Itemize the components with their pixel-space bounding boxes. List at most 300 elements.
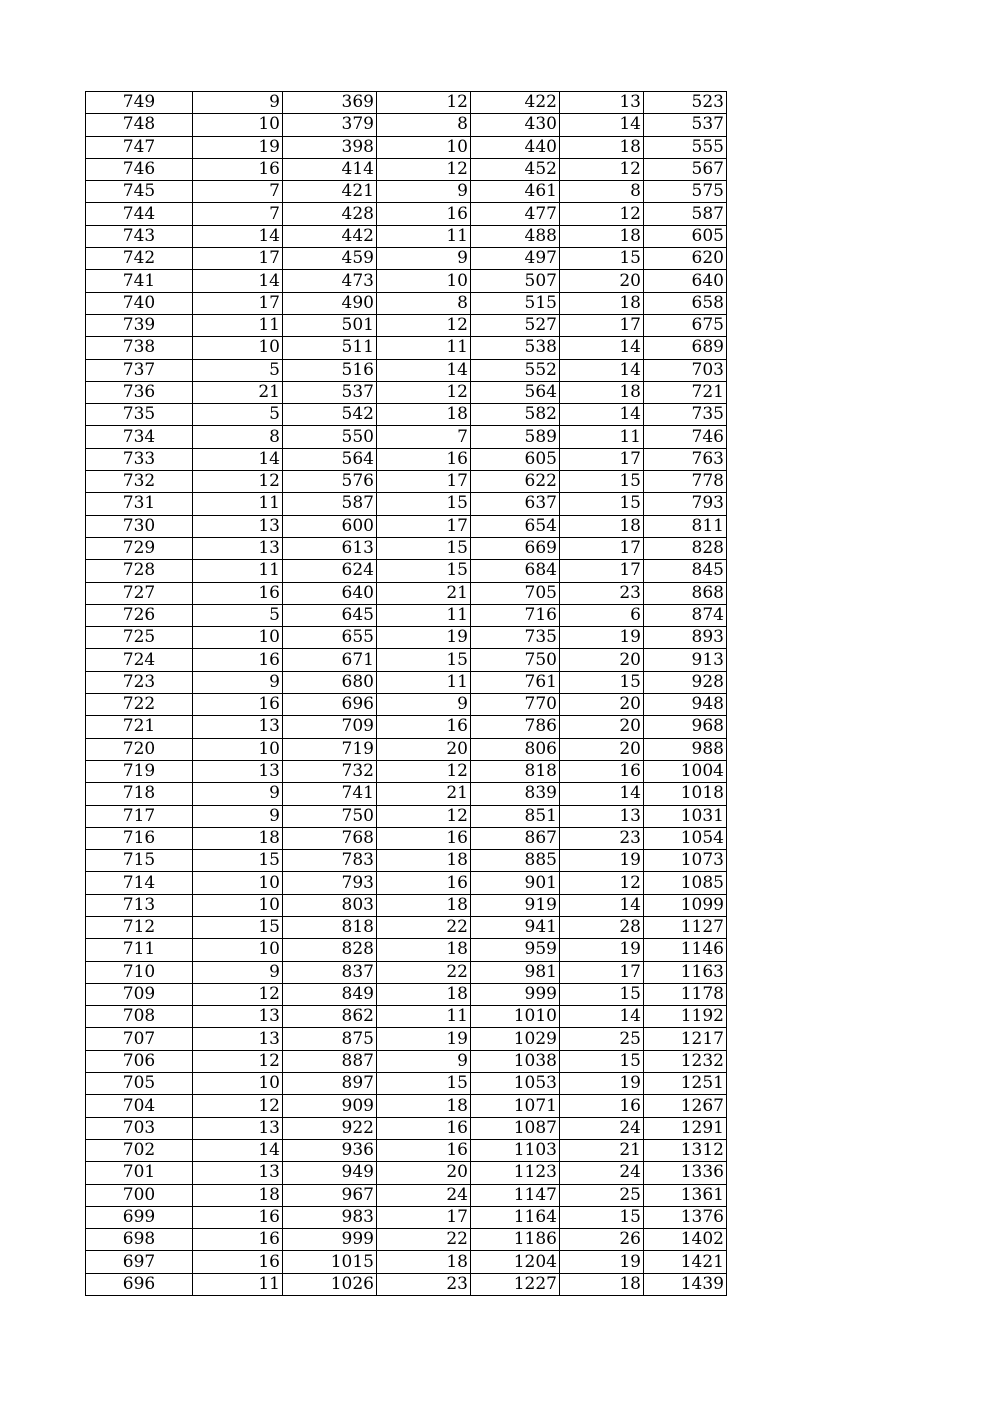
table-cell: 11 — [193, 1273, 283, 1295]
table-cell: 750 — [471, 649, 560, 671]
table-cell: 12 — [193, 983, 283, 1005]
table-cell: 740 — [86, 292, 193, 314]
table-cell: 15 — [560, 471, 644, 493]
table-cell: 515 — [471, 292, 560, 314]
table-cell: 18 — [560, 225, 644, 247]
table-cell: 750 — [283, 805, 377, 827]
table-cell: 941 — [471, 916, 560, 938]
table-cell: 421 — [283, 181, 377, 203]
table-cell: 928 — [644, 671, 727, 693]
table-cell: 1227 — [471, 1273, 560, 1295]
table-cell: 605 — [471, 448, 560, 470]
table-cell: 10 — [193, 894, 283, 916]
table-cell: 818 — [471, 760, 560, 782]
table-cell: 16 — [377, 448, 471, 470]
table-cell: 10 — [193, 939, 283, 961]
table-cell: 20 — [560, 649, 644, 671]
table-cell: 1267 — [644, 1095, 727, 1117]
table-cell: 582 — [471, 404, 560, 426]
table-cell: 613 — [283, 537, 377, 559]
table-row — [86, 916, 727, 938]
table-cell: 1232 — [644, 1050, 727, 1072]
table-cell: 18 — [560, 1273, 644, 1295]
table-cell: 1073 — [644, 850, 727, 872]
table-cell: 1439 — [644, 1273, 727, 1295]
table-cell: 724 — [86, 649, 193, 671]
table-row — [86, 604, 727, 626]
table-cell: 26 — [560, 1229, 644, 1251]
table-cell: 18 — [377, 1095, 471, 1117]
table-cell: 729 — [86, 537, 193, 559]
table-row — [86, 939, 727, 961]
table-row — [86, 1117, 727, 1139]
table-cell: 21 — [560, 1139, 644, 1161]
table-cell: 11 — [193, 314, 283, 336]
table-cell: 12 — [377, 92, 471, 114]
table-row — [86, 158, 727, 180]
table-cell: 735 — [86, 404, 193, 426]
table-cell: 645 — [283, 604, 377, 626]
table-row — [86, 270, 727, 292]
table-cell: 13 — [193, 515, 283, 537]
table-cell: 14 — [193, 448, 283, 470]
table-cell: 11 — [377, 604, 471, 626]
table-cell: 13 — [193, 716, 283, 738]
table-cell: 716 — [471, 604, 560, 626]
table-cell: 16 — [377, 827, 471, 849]
table-row — [86, 760, 727, 782]
table-cell: 9 — [193, 805, 283, 827]
table-cell: 459 — [283, 248, 377, 270]
table-row — [86, 694, 727, 716]
table-cell: 624 — [283, 560, 377, 582]
table-cell: 575 — [644, 181, 727, 203]
table-cell: 737 — [86, 359, 193, 381]
table-cell: 741 — [283, 783, 377, 805]
table-cell: 701 — [86, 1162, 193, 1184]
table-cell: 12 — [377, 381, 471, 403]
table-cell: 988 — [644, 738, 727, 760]
table-body — [86, 92, 727, 1296]
table-cell: 567 — [644, 158, 727, 180]
table-cell: 430 — [471, 114, 560, 136]
table-cell: 13 — [560, 92, 644, 114]
table-cell: 893 — [644, 627, 727, 649]
table-row — [86, 515, 727, 537]
table-cell: 17 — [560, 314, 644, 336]
table-row — [86, 314, 727, 336]
table-cell: 15 — [560, 248, 644, 270]
table-cell: 749 — [86, 92, 193, 114]
table-cell: 14 — [560, 1006, 644, 1028]
table-row — [86, 1229, 727, 1251]
table-cell: 12 — [193, 1095, 283, 1117]
table-row — [86, 1073, 727, 1095]
table-cell: 21 — [377, 783, 471, 805]
table-cell: 17 — [560, 448, 644, 470]
table-cell: 9 — [193, 92, 283, 114]
table-row — [86, 337, 727, 359]
table-cell: 862 — [283, 1006, 377, 1028]
table-cell: 1312 — [644, 1139, 727, 1161]
table-cell: 828 — [644, 537, 727, 559]
table-cell: 709 — [283, 716, 377, 738]
table-cell: 527 — [471, 314, 560, 336]
table-row — [86, 872, 727, 894]
table-cell: 13 — [560, 805, 644, 827]
table-row — [86, 627, 727, 649]
table-cell: 17 — [193, 292, 283, 314]
table-cell: 14 — [560, 359, 644, 381]
table-cell: 714 — [86, 872, 193, 894]
table-cell: 12 — [560, 872, 644, 894]
table-cell: 745 — [86, 181, 193, 203]
table-cell: 1421 — [644, 1251, 727, 1273]
table-cell: 14 — [193, 1139, 283, 1161]
table-cell: 949 — [283, 1162, 377, 1184]
table-cell: 837 — [283, 961, 377, 983]
table-cell: 1217 — [644, 1028, 727, 1050]
table-cell: 1026 — [283, 1273, 377, 1295]
table-cell: 1031 — [644, 805, 727, 827]
table-cell: 1087 — [471, 1117, 560, 1139]
table-cell: 9 — [193, 783, 283, 805]
table-cell: 719 — [86, 760, 193, 782]
table-cell: 721 — [86, 716, 193, 738]
table-cell: 12 — [560, 158, 644, 180]
table-cell: 23 — [560, 582, 644, 604]
table-cell: 732 — [86, 471, 193, 493]
table-cell: 28 — [560, 916, 644, 938]
table-row — [86, 850, 727, 872]
table-cell: 705 — [471, 582, 560, 604]
table-cell: 15 — [560, 1206, 644, 1228]
table-cell: 14 — [560, 404, 644, 426]
table-cell: 622 — [471, 471, 560, 493]
table-cell: 1251 — [644, 1073, 727, 1095]
table-cell: 909 — [283, 1095, 377, 1117]
table-cell: 712 — [86, 916, 193, 938]
table-cell: 704 — [86, 1095, 193, 1117]
table-cell: 738 — [86, 337, 193, 359]
table-cell: 18 — [377, 983, 471, 1005]
table-cell: 15 — [377, 560, 471, 582]
table-cell: 18 — [377, 850, 471, 872]
table-cell: 15 — [560, 493, 644, 515]
table-cell: 22 — [377, 916, 471, 938]
table-cell: 10 — [193, 1073, 283, 1095]
table-cell: 15 — [377, 649, 471, 671]
table-cell: 675 — [644, 314, 727, 336]
table-cell: 11 — [377, 1006, 471, 1028]
table-cell: 1099 — [644, 894, 727, 916]
table-cell: 1004 — [644, 760, 727, 782]
table-cell: 16 — [377, 1117, 471, 1139]
table-cell: 1178 — [644, 983, 727, 1005]
table-cell: 8 — [560, 181, 644, 203]
table-row — [86, 805, 727, 827]
table-cell: 718 — [86, 783, 193, 805]
table-cell: 967 — [283, 1184, 377, 1206]
table-cell: 18 — [193, 1184, 283, 1206]
table-cell: 1147 — [471, 1184, 560, 1206]
table-cell: 379 — [283, 114, 377, 136]
table-cell: 887 — [283, 1050, 377, 1072]
table-cell: 18 — [377, 894, 471, 916]
table-cell: 768 — [283, 827, 377, 849]
table-cell: 730 — [86, 515, 193, 537]
table-row — [86, 92, 727, 114]
table-cell: 16 — [377, 203, 471, 225]
table-cell: 9 — [193, 671, 283, 693]
table-cell: 24 — [560, 1162, 644, 1184]
table-cell: 811 — [644, 515, 727, 537]
table-cell: 20 — [560, 694, 644, 716]
table-cell: 20 — [377, 738, 471, 760]
table-cell: 16 — [193, 158, 283, 180]
table-cell: 15 — [560, 671, 644, 693]
table-cell: 15 — [377, 493, 471, 515]
table-cell: 655 — [283, 627, 377, 649]
table-cell: 748 — [86, 114, 193, 136]
table-cell: 743 — [86, 225, 193, 247]
table-cell: 770 — [471, 694, 560, 716]
table-cell: 936 — [283, 1139, 377, 1161]
table-cell: 12 — [377, 314, 471, 336]
table-row — [86, 1206, 727, 1228]
table-cell: 654 — [471, 515, 560, 537]
table-cell: 16 — [560, 1095, 644, 1117]
table-row — [86, 1139, 727, 1161]
table-cell: 1053 — [471, 1073, 560, 1095]
table-cell: 703 — [86, 1117, 193, 1139]
table-row — [86, 671, 727, 693]
table-cell: 8 — [377, 292, 471, 314]
table-cell: 716 — [86, 827, 193, 849]
table-cell: 14 — [377, 359, 471, 381]
table-cell: 1192 — [644, 1006, 727, 1028]
table-cell: 16 — [193, 694, 283, 716]
table-cell: 8 — [193, 426, 283, 448]
table-cell: 17 — [377, 515, 471, 537]
table-cell: 731 — [86, 493, 193, 515]
table-row — [86, 1095, 727, 1117]
table-row — [86, 181, 727, 203]
table-cell: 1010 — [471, 1006, 560, 1028]
table-cell: 442 — [283, 225, 377, 247]
table-cell: 19 — [560, 939, 644, 961]
table-cell: 17 — [560, 537, 644, 559]
table-cell: 763 — [644, 448, 727, 470]
table-cell: 17 — [193, 248, 283, 270]
table-cell: 14 — [560, 783, 644, 805]
table-cell: 10 — [193, 738, 283, 760]
table-cell: 720 — [86, 738, 193, 760]
table-cell: 497 — [471, 248, 560, 270]
table-cell: 16 — [193, 649, 283, 671]
table-cell: 1376 — [644, 1206, 727, 1228]
table-cell: 703 — [644, 359, 727, 381]
table-cell: 537 — [283, 381, 377, 403]
table-cell: 671 — [283, 649, 377, 671]
table-cell: 761 — [471, 671, 560, 693]
table-cell: 710 — [86, 961, 193, 983]
table-cell: 564 — [283, 448, 377, 470]
table-cell: 715 — [86, 850, 193, 872]
table-cell: 732 — [283, 760, 377, 782]
table-cell: 14 — [560, 337, 644, 359]
table-row — [86, 471, 727, 493]
table-cell: 8 — [377, 114, 471, 136]
table-row — [86, 582, 727, 604]
table-cell: 477 — [471, 203, 560, 225]
table-cell: 17 — [560, 961, 644, 983]
table-cell: 658 — [644, 292, 727, 314]
table-cell: 19 — [377, 627, 471, 649]
table-cell: 18 — [193, 827, 283, 849]
table-cell: 369 — [283, 92, 377, 114]
table-cell: 999 — [283, 1229, 377, 1251]
table-cell: 707 — [86, 1028, 193, 1050]
table-cell: 501 — [283, 314, 377, 336]
table-cell: 9 — [377, 1050, 471, 1072]
table-cell: 10 — [377, 270, 471, 292]
table-cell: 684 — [471, 560, 560, 582]
table-cell: 12 — [377, 158, 471, 180]
table-cell: 620 — [644, 248, 727, 270]
table-cell: 16 — [377, 1139, 471, 1161]
table-cell: 728 — [86, 560, 193, 582]
table-cell: 13 — [193, 1028, 283, 1050]
table-cell: 23 — [560, 827, 644, 849]
table-cell: 640 — [283, 582, 377, 604]
table-cell: 18 — [560, 381, 644, 403]
table-cell: 1038 — [471, 1050, 560, 1072]
table-row — [86, 983, 727, 1005]
table-cell: 19 — [193, 136, 283, 158]
table-row — [86, 649, 727, 671]
table-cell: 17 — [377, 471, 471, 493]
table-cell: 11 — [377, 225, 471, 247]
table-cell: 5 — [193, 359, 283, 381]
table-cell: 14 — [560, 114, 644, 136]
table-cell: 746 — [644, 426, 727, 448]
table-cell: 735 — [471, 627, 560, 649]
table-cell: 20 — [377, 1162, 471, 1184]
table-cell: 576 — [283, 471, 377, 493]
table-cell: 1186 — [471, 1229, 560, 1251]
table-cell: 564 — [471, 381, 560, 403]
table-cell: 897 — [283, 1073, 377, 1095]
table-cell: 25 — [560, 1184, 644, 1206]
table-cell: 14 — [193, 270, 283, 292]
table-cell: 875 — [283, 1028, 377, 1050]
table-cell: 697 — [86, 1251, 193, 1273]
table-cell: 550 — [283, 426, 377, 448]
table-cell: 18 — [560, 515, 644, 537]
table-cell: 708 — [86, 1006, 193, 1028]
table-cell: 19 — [560, 850, 644, 872]
table-cell: 25 — [560, 1028, 644, 1050]
table-cell: 11 — [560, 426, 644, 448]
table-cell: 507 — [471, 270, 560, 292]
table-cell: 725 — [86, 627, 193, 649]
table-cell: 999 — [471, 983, 560, 1005]
table-cell: 516 — [283, 359, 377, 381]
table-cell: 818 — [283, 916, 377, 938]
table-cell: 839 — [471, 783, 560, 805]
table-cell: 717 — [86, 805, 193, 827]
table-row — [86, 537, 727, 559]
table-row — [86, 1050, 727, 1072]
table-cell: 5 — [193, 604, 283, 626]
table-cell: 845 — [644, 560, 727, 582]
table-cell: 689 — [644, 337, 727, 359]
table-cell: 778 — [644, 471, 727, 493]
table-cell: 12 — [193, 471, 283, 493]
table-cell: 669 — [471, 537, 560, 559]
table-row — [86, 560, 727, 582]
table-cell: 696 — [86, 1273, 193, 1295]
table-cell: 17 — [560, 560, 644, 582]
table-cell: 7 — [193, 203, 283, 225]
table-row — [86, 1162, 727, 1184]
table-cell: 726 — [86, 604, 193, 626]
table-cell: 735 — [644, 404, 727, 426]
table-row — [86, 738, 727, 760]
table-cell: 19 — [560, 1073, 644, 1095]
table-cell: 806 — [471, 738, 560, 760]
table-cell: 1029 — [471, 1028, 560, 1050]
table-cell: 719 — [283, 738, 377, 760]
table-cell: 538 — [471, 337, 560, 359]
table-cell: 734 — [86, 426, 193, 448]
table-cell: 793 — [283, 872, 377, 894]
table-cell: 587 — [283, 493, 377, 515]
table-cell: 589 — [471, 426, 560, 448]
table-row — [86, 1006, 727, 1028]
table-cell: 699 — [86, 1206, 193, 1228]
table-cell: 711 — [86, 939, 193, 961]
table-cell: 16 — [377, 872, 471, 894]
table-cell: 5 — [193, 404, 283, 426]
table-cell: 11 — [377, 337, 471, 359]
table-cell: 16 — [377, 716, 471, 738]
table-cell: 901 — [471, 872, 560, 894]
table-cell: 1015 — [283, 1251, 377, 1273]
table-row — [86, 1028, 727, 1050]
table-cell: 849 — [283, 983, 377, 1005]
table-cell: 6 — [560, 604, 644, 626]
table-row — [86, 248, 727, 270]
table-cell: 16 — [193, 582, 283, 604]
table-cell: 741 — [86, 270, 193, 292]
table-cell: 10 — [193, 872, 283, 894]
table-cell: 919 — [471, 894, 560, 916]
table-cell: 723 — [86, 671, 193, 693]
table-cell: 18 — [377, 939, 471, 961]
table-cell: 19 — [377, 1028, 471, 1050]
table-cell: 1163 — [644, 961, 727, 983]
table-cell: 12 — [377, 805, 471, 827]
table-row — [86, 448, 727, 470]
table-cell: 1402 — [644, 1229, 727, 1251]
table-row — [86, 827, 727, 849]
table-cell: 702 — [86, 1139, 193, 1161]
table-cell: 913 — [644, 649, 727, 671]
table-cell: 7 — [193, 181, 283, 203]
table-cell: 13 — [193, 760, 283, 782]
